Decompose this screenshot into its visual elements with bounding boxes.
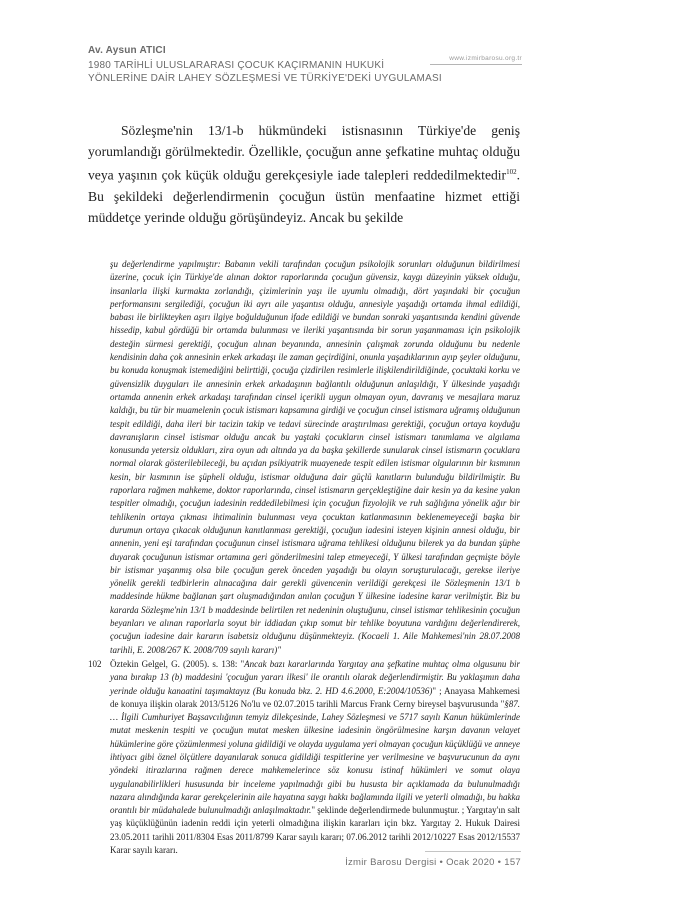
- footer-divider: [425, 851, 521, 852]
- header-author: Av. Aysun ATICI: [88, 45, 166, 56]
- header-url: www.izmirbarosu.org.tr: [449, 55, 522, 62]
- footnote-102-part-a: Öztekin Gelgel, G. (2005). s. 138: ": [110, 658, 245, 669]
- body-paragraph: [88, 120, 520, 229]
- header-title-line-2: YÖNLERİNE DAİR LAHEY SÖZLEŞMESİ VE TÜRKİYE'DEKİ UYGULAMASI: [88, 73, 442, 84]
- footnotes: [88, 258, 520, 857]
- footnote-102: [88, 658, 520, 857]
- footnote-102-part-d: §87. … İlgili Cumhuriyet Başsavcılığının temyiz dilekçesinde, Lahey Sözleşmesi ve 5717 sayılı Kanun hükümlerinde mutat meskenin tespiti ve çocuğun mutat mesken ülkesine iadesinin öngörülmesine karşın davanın velayet hükümlerine göre çözümlenmesi yoluna gidildiği ve olayda uygulama yeri olmayan çocuğun küçüklüğü ve anneye ihtiyacı gibi öznel ölçütlere dayanılarak sonuca gidildiği tespitlerine yer verilmesine ve başvurucunun da aynı yöndeki itirazlarına rağmen derece mahkemelerince söz konusu istinaf hükümleri ve somut olaya uygulanabilirlikleri hususunda bir inceleme yapılmadığı gibi bu hususta bir açıklamada da bulunulmadığı nazara alındığında karar gerekçelerinin aile hayatına saygı hakkı bağlamında ilgili ve yeterli olmadığı, bu hakka orantılı bir müdahalede bulunulmadığı anlaşılmaktadır.: [110, 698, 520, 816]
- body-text-part-1: Sözleşme'nin 13/1-b hükmündeki istisnasının Türkiye'de geniş yorumlandığı görülmektedir. Özellikle, çocuğun anne şefkatine muhtaç olduğu veya yaşının çok küçük olduğu gerekçesiyle iade talepleri reddedilmektedir: [88, 123, 520, 183]
- header-article-title: [88, 59, 442, 85]
- header-title-line-1: 1980 TARİHLİ ULUSLARARASI ÇOCUK KAÇIRMANIN HUKUKİ: [88, 60, 385, 71]
- body-text-part-2: . Bu şekildeki değerlendirmenin çocuğun üstün menfaatine hizmet ettiği müddetçe yerinde olduğu görüşündeyiz. Ancak bu şekilde: [88, 167, 520, 226]
- footnote-102-part-b: Ancak bazı kararlarında Yargıtay ana şefkatine muhtaç olma olgusunu bir yana bırakıp 13 (b) maddesini 'çocuğun yararı ilkesi' ile orantılı olarak değerlendirmiştir. Bu yaklaşımın daha yerinde olduğu kanaatini taşımaktayız (Bu konuda bkz. 2. HD 4.6.2000, E:2004/10536): [110, 658, 520, 696]
- body-text: [88, 120, 520, 229]
- footnote-102-part-e: " şeklinde değerlendirmede bulunmuştur. ; Yargıtay'ın salt yaş küçüklüğünün iadenin reddi için yeterli olmadığına ilişkin kararları için bkz. Yargıtay 2. Hukuk Dairesi 23.05.2011 tarihli 2011/8304 Esas 2011/8799 Karar sayılı kararı; 07.06.2012 tarihli 2012/10227 Esas 2012/15537 Karar sayılı kararı.: [110, 805, 520, 856]
- footnote-ref-102: 102: [506, 168, 517, 177]
- footnote-102-part-c: " ; Anayasa Mahkemesi de konuya ilişkin olarak 2013/5126 No'lu ve 02.07.2015 tarihli Marcus Frank Cerny bireysel başvurusunda ": [110, 685, 520, 709]
- header-divider: [430, 64, 522, 65]
- footnote-102-text: [110, 658, 520, 857]
- footnote-number: 102: [88, 658, 102, 669]
- page-footer: İzmir Barosu Dergisi • Ocak 2020 • 157: [345, 857, 521, 868]
- footnote-continuation: şu değerlendirme yapılmıştır: Babanın vekili tarafından çocuğun psikolojik sorunları olduğunun bildirilmesi üzerine, çocuk için Türkiye'de alınan doktor raporlarında çocuğun güvensiz, kaygı düzeyinin yüksek olduğu, insanlarla ilişki kurmakta zorlandığı, çizimlerinin yaşı ile uyumlu olmadığı, dört yaşındaki bir çocuğun performansını sergilediği, çocuğun iki ayrı aile yaşantısı olduğu, annesiyle yaşadığı ortamda ihmal edildiği, babası ile birlikteyken aşırı ilgiye boğulduğunun ifade edildiği ve bundan sonraki yaşantısında kendini güvende hissedip, kabul gördüğü bir ortamda bulunması ve ileriki yaşantısında bir sorun yaşanmaması için psikolojik desteğin sürmesi gerektiği, çocuğun alınan beyanında, annesinin çalışmak zorunda olduğunu bu nedenle kendisinin daha çok annesinin erkek arkadaşı ile zaman geçirdiğini, onunla yaşadıklarının ayıp şeyler olduğunu, bu konuda konuşmak istemediğini belirttiği, çocuğa çizdirilen resimlerle ilişkilendirildiğinde, çocuktaki korku ve güvensizlik duyguları ile annesinin erkek arkadaşının bağlantılı olduğunun anlaşıldığı, Y ülkesinde yaşadığı ortamda annenin erkek arkadaşı tarafından cinsel içerikli uygun olmayan oyun, davranış ve mesajlara maruz kaldığı, bu tür bir muamelenin çocuk istismarı kapsamına girdiği ve çocuğun cinsel istismara uğramış olduğunun tespit edildiği, daha ileri bir tacizin takip ve tedavi sürecinde araştırılması gerektiği, çocuğun ortaya koyduğu davranışların cinsel istismar olduğu ancak bu yaştaki çocukların cinsel istismarı tanımlama ve algılama konusunda yetersiz oldukları, zira oyun adı altında ya da başka şekillerde sunularak cinsel istismarın çocuklara normal olarak gösterilebileceği, bu açıdan psikiyatrik muayenede tespit edilen istismar olgularının bir kısmının kesin, bir kısmının ise şüpheli olduğu, istismar olduğuna dair güçlü kanıtların bulunduğu bildirilmiştir. Bu raporlara rağmen mahkeme, doktor raporlarında, cinsel istismarın gerçekleştiğine dair kesin ya da kesine yakın tespitler olmadığı, çocuğun iadesinin reddedilebilmesi için çocuğun fizyolojik ve ruh sağlığına yönelik ağır bir tehlikenin ortaya çıkması ihtimalinin bulunması veya çocuktan katlanmasının beklenemeyeceği başka bir durumun ortaya çıkacak olduğunun kanıtlanması gerektiği, çocuğun iadesini isteyen kişinin annesi olduğu, bir annenin, yeni eşi tarafından çocuğunun cinsel istismara uğrama tehlikesi olduğunu bilerek ya da bundan şüphe duyarak çocuğunun istismar ortamına geri gönderilmesini talep etmeyeceği, Y ülkesi tarafından geçmişte böyle bir istismar yaşanmış olsa bile çocuğun gerek önceden yaşadığı bu olayın soruşturulacağı, gerekse ileriye yönelik gerekli tedbirlerin alınacağına dair gerekli güvencenin verildiği gerekçesi ile Sözleşmenin 13/1 b maddesinde hükme bağlanan şart oluşmadığından anılan çocuğun Y ülkesine iadesine karar verilmiştir. Biz bu kararda Sözleşme'nin 13/1 b maddesinde belirtilen ret nedeninin oluştuğunu, cinsel istismar tehlikesinin çocuğun beyanları ve alınan raporlarla soyut bir iddiadan çıkıp somut bir tehlike boyutuna vardığını değerlendirerek, çocuğun iadesine dair kararın isabetsiz olduğunu düşünmekteyiz. (Kocaeli 1. Aile Mahkemesi'nin 28.07.2008 tarihli, E. 2008/267 K. 2008/709 sayılı kararı)": [110, 259, 520, 655]
